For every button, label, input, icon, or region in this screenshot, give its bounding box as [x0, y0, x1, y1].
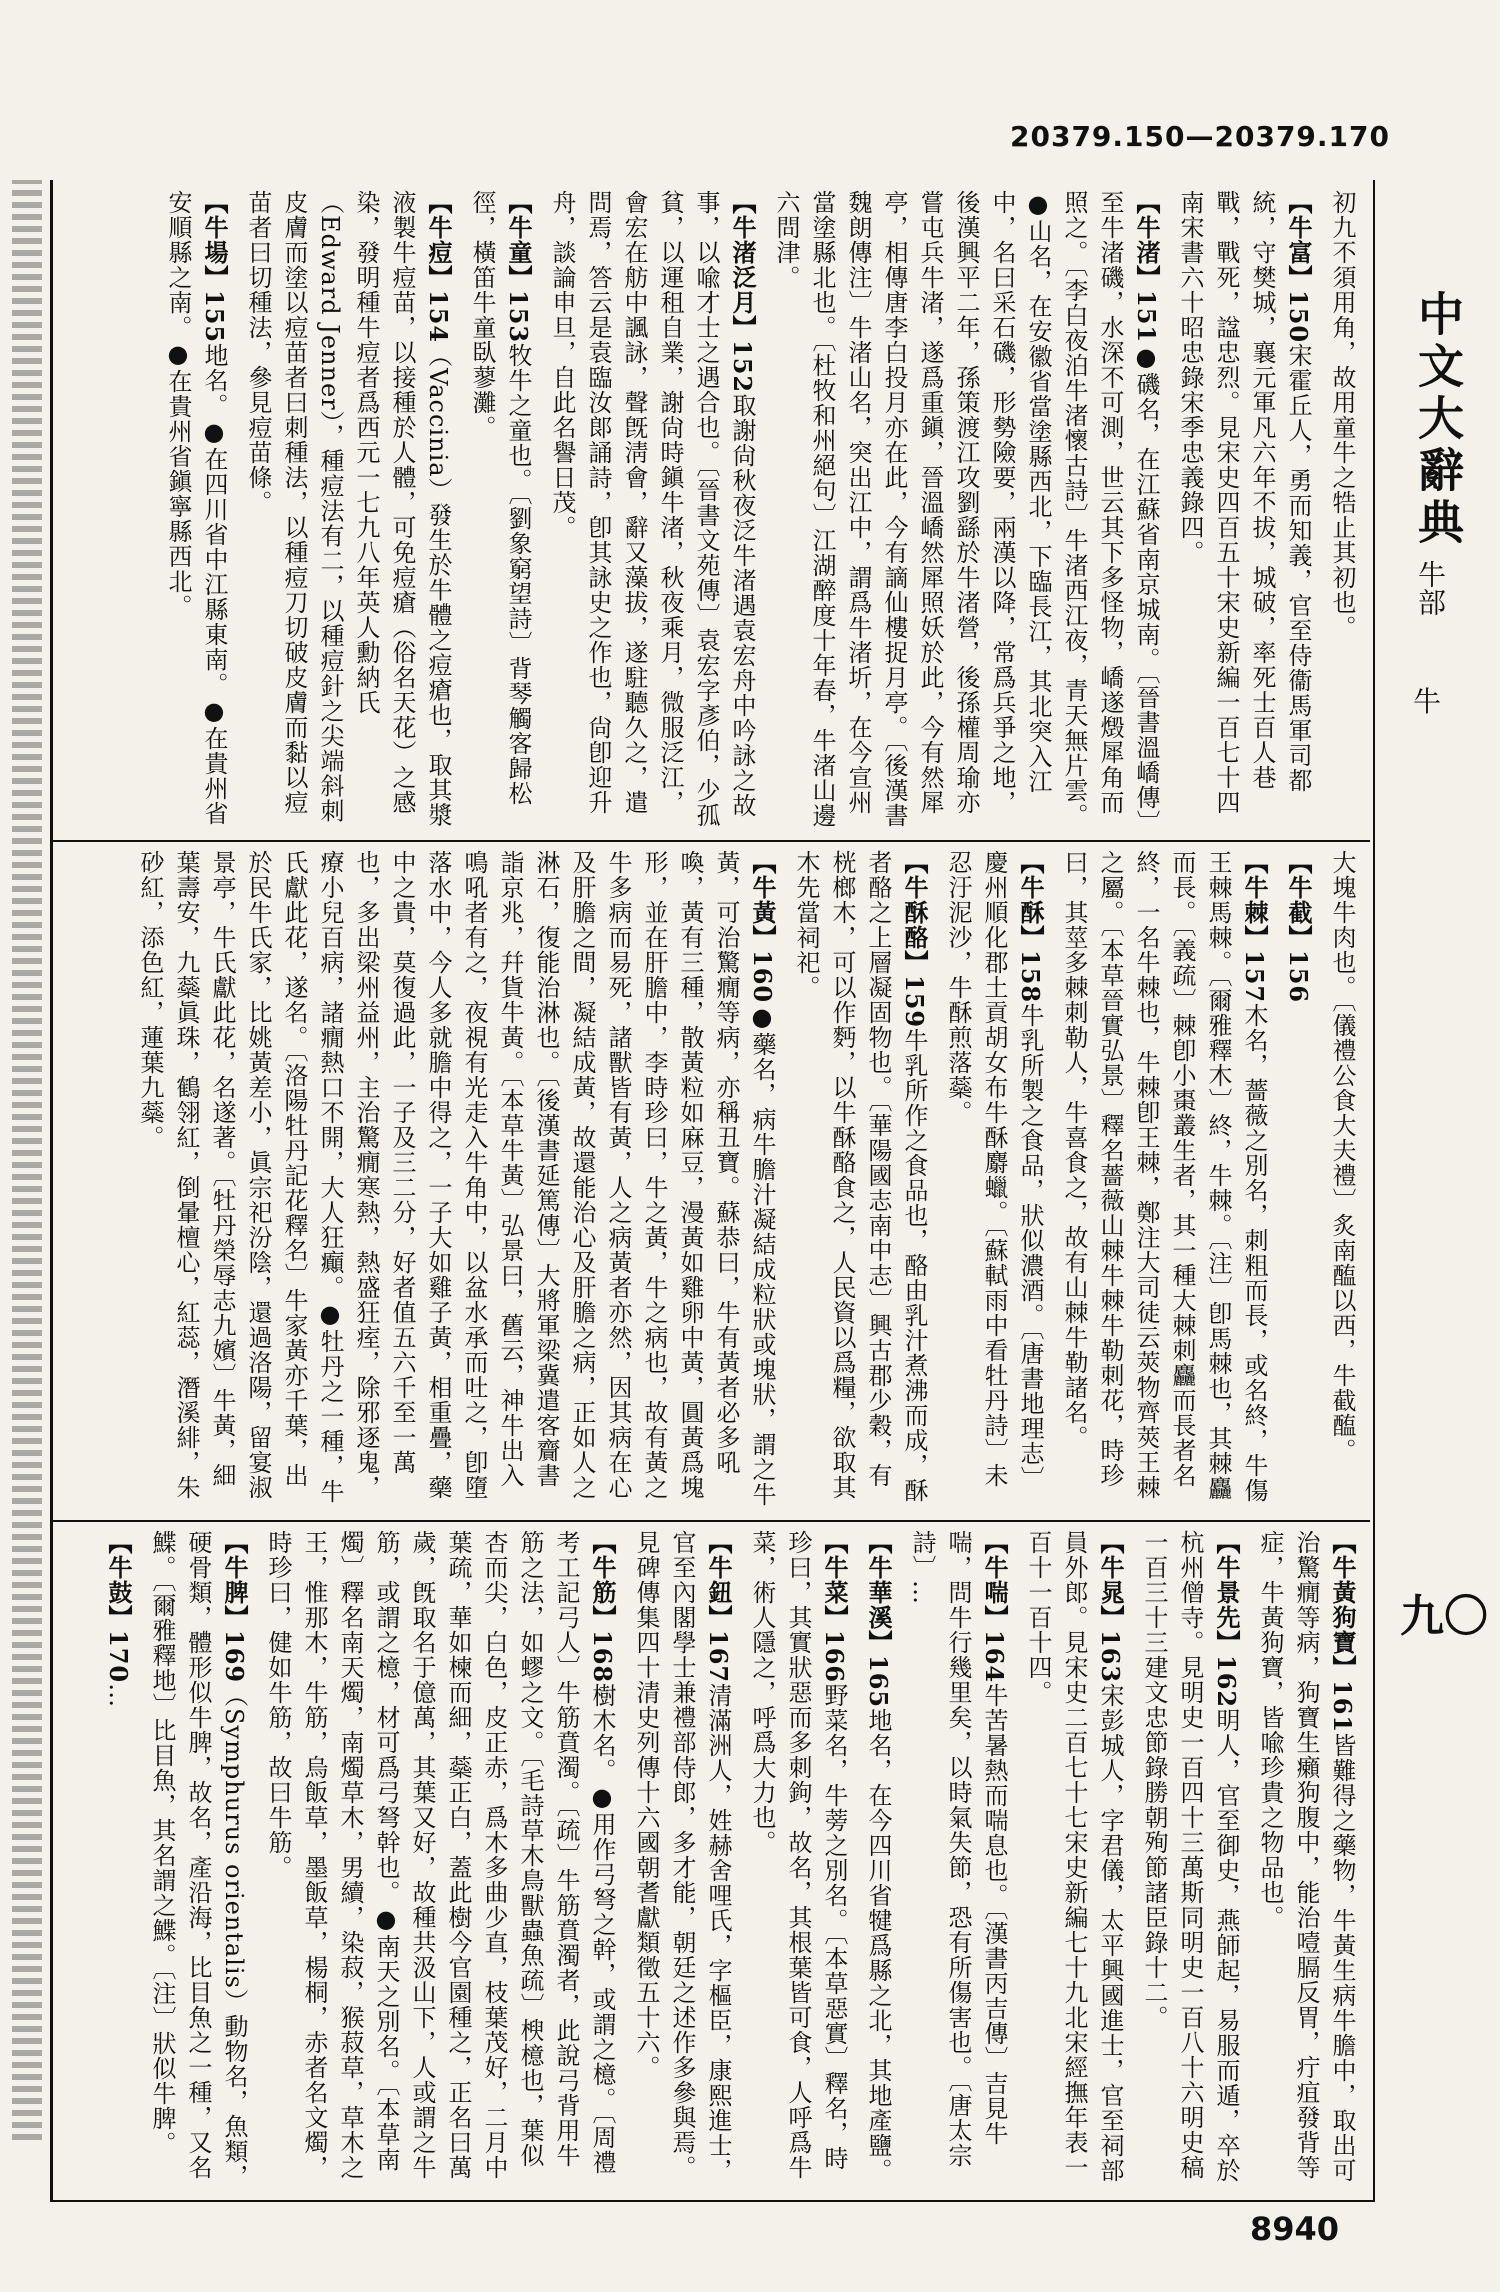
- dictionary-entry: [768, 190, 1164, 830]
- entry-number: 153: [504, 290, 533, 344]
- entry-number: 154: [424, 290, 453, 344]
- dictionary-entry: [1172, 190, 1316, 830]
- entry-definition: 初九不須用角，故用童牛之牿止其初也。: [1328, 190, 1356, 640]
- entry-headword: 【牛華溪】: [864, 1530, 893, 1655]
- entry-headword: 【牛筋】: [588, 1530, 617, 1630]
- dictionary-entry: [1136, 1530, 1244, 2190]
- entry-definition: ●藥名，病牛膽汁凝結成粒狀或塊狀，謂之牛黃，可治驚癇等病，亦稱丑寶。蘇恭曰，牛有黃者必多吼喚，黃有三種，散黃粒如麻豆，漫黃如雞卵中黃，圓黃爲塊形，並在肝膽中，李時珍曰，牛之黃，牛之病也，故有黃之牛多病而易死，諸獸皆有黃，人之病黃者亦然，因其病在心及肝膽之間，凝結成黃，故還能治心及肝膽之病，正如人之淋石，復能治淋也。〔後漢書延篤傳〕大將軍梁冀遣客齎書詣京兆，幷貨牛黃。〔本草牛黃〕弘景曰，舊云，神牛出入鳴吼者有之，夜視有光走入牛角中，以盆水承而吐之，卽墮落水中，今人多就膽中得之，一子大如雞子黃，相重疊，藥中之貴，莫復過此，一子及三二分，好者值五六千至一萬也，多出梁州益州，主治驚癇寒熱，熱盛狂痓，除邪逐鬼，療小兒百病，諸癇熱口不開，大人狂癲。●牡丹之一種，牛氏獻此花，遂名。〔洛陽牡丹記花釋名〕牛家黃亦千葉，出於民牛氏家，比姚黃差小，眞宗祀汾陰，還過洛陽，留宴淑景亭，牛氏獻此花，名遂著。〔牡丹榮辱志九嬪〕牛黃，細葉壽安，九蘂眞珠，鶴翎紅，倒暈檀心，紅蕊，潛溪緋，朱砂紅，添色紅，蓮葉九蘂。: [136, 850, 776, 1508]
- entry-number: 150: [1284, 290, 1313, 344]
- entry-headword: 【牛脾】: [220, 1530, 249, 1630]
- text-band-top: [60, 190, 1360, 830]
- folio-number: 8940: [1250, 2210, 1340, 2248]
- entry-definition: 大塊牛肉也。〔儀禮公食大夫禮〕炙南醢以西，牛截醢。: [1328, 850, 1356, 1463]
- dictionary-entry: [904, 1530, 1012, 2190]
- entry-definition: 清滿洲人，姓赫舍哩氏，字樞臣，康熙進士，官至內閣學士兼禮部侍郎，多才能，朝廷之述作多參與焉。見碑傳集四十清史列傳十六國朝耆獻類徵五十六。: [632, 1530, 732, 2184]
- entry-headword: 【牛富】: [1284, 190, 1313, 290]
- dictionary-entry: [788, 850, 932, 1510]
- entry-definition: 樹木名。●用作弓弩之幹，或謂之檍。〔周禮考工記弓人〕牛筋賁濁。〔疏〕牛筋賁濁者，此說弓背用牛筋之法，如蟉之文。〔毛詩草木鳥獸蟲魚疏〕楰檍也，葉似杏而尖，白色，皮正赤，爲木多曲少直，枝葉茂好，二月中葉疏，華如楝而細，蘂正白，蓋此樹今官園種之，正名曰萬歲，旣取名于億萬，其葉又好，故種共汲山下，人或謂之牛筋，或謂之檍，材可爲弓弩幹也。●南天之別名。〔本草南燭〕釋名南天燭，南燭草木，男續，染菽，猴菽草，草木之王，惟那木，牛筋，烏飯草，墨飯草，楊桐，赤者名文燭，時珍曰，健如牛筋，故曰牛筋。: [264, 1530, 616, 2180]
- entry-headword: 【牛晁】: [1096, 1530, 1125, 1630]
- entry-headword: 【牛渚泛月】: [728, 190, 757, 340]
- entry-definition: 宋霍丘人，勇而知義，官至侍衞馬軍司都統，守樊城，襄元軍凡六年不拔，城破，率死士百人巷戰，戰死，諡忠烈。見宋史四百五十宋史新編一百七十四南宋書六十昭忠錄宋季忠義錄四。: [1176, 190, 1312, 815]
- entry-number: 159: [900, 975, 929, 1029]
- entry-definition: 明人，官至御史，燕師起，易服而遁，卒於杭州僧寺。見明史一百四十三萬斯同明史一百八十六明史稿一百三十三建文忠節錄勝朝殉節諸臣錄十二。: [1140, 1530, 1240, 2184]
- dictionary-entry: [744, 1530, 852, 2190]
- band-divider: [50, 1520, 1370, 1522]
- entry-definition: 地名，在今四川省犍爲縣之北，其地產鹽。: [864, 1708, 892, 2184]
- entry-number: 165: [864, 1655, 893, 1709]
- dictionary-entry: [240, 190, 456, 830]
- entry-definition: 牧牛之童也。〔劉象窮望詩〕背琴觸客歸松徑，橫笛牛童臥蓼灘。: [468, 190, 532, 807]
- entry-number: 170: [104, 1630, 133, 1684]
- entry-headword: 【牛鈕】: [704, 1530, 733, 1630]
- entry-number: 160: [748, 950, 777, 1004]
- dictionary-entry: [1324, 190, 1360, 830]
- entry-headword: 【牛菜】: [820, 1530, 849, 1630]
- entry-headword: 【牛痘】: [424, 190, 453, 290]
- entry-definition: 地名。●在四川省中江縣東南。●在貴州省安順縣之南。●在貴州省鎭寧縣西北。: [164, 190, 228, 827]
- entry-definition: 宋彭城人，字君儀，太平興國進士，官至祠部員外郎。見宋史二百七十七宋史新編七十九北宋經撫年表一百十一百十四。: [1024, 1530, 1124, 2184]
- dictionary-entry: [860, 1530, 896, 2190]
- dictionary-entry: [1020, 1530, 1128, 2190]
- text-band-middle: [60, 850, 1360, 1510]
- entry-headword: 【牛景先】: [1212, 1530, 1241, 1655]
- page-left-edge: [12, 180, 42, 2140]
- entry-headword: 【牛棘】: [1240, 850, 1269, 950]
- entry-headword: 【牛渚】: [1132, 190, 1161, 290]
- entry-headword: 【牛鼓】: [104, 1530, 133, 1630]
- dictionary-entry: [1252, 1530, 1360, 2190]
- page-number: 九〇: [1400, 1591, 1488, 1642]
- dictionary-entry: [940, 850, 1048, 1510]
- text-band-bottom: [60, 1530, 1360, 2190]
- character-label: 牛: [1413, 685, 1442, 718]
- entry-number: 157: [1240, 950, 1269, 1004]
- entry-number: 156: [1284, 950, 1313, 1004]
- entry-number: 155: [200, 290, 229, 344]
- dictionary-entry: [544, 190, 760, 830]
- entry-definition: ●磯名，在江蘇省南京城南。〔晉書溫嶠傳〕至牛渚磯，水深不可測，世云其下多怪物，嶠遂燬犀角而照之。〔李白夜泊牛渚懷古詩〕牛渚西江夜，青天無片雲。●山名，在安徽省當塗縣西北，下臨長江，其北突入江中，名曰采石磯，形勢險要，兩漢以降，常爲兵爭之地，後漢興平二年，孫策渡江攻劉繇於牛渚營，後孫權周瑜亦嘗屯兵牛渚，遂爲重鎭，晉溫嶠然犀照妖於此，今有然犀亭，相傳唐李白投月亦在此，今有謫仙樓捉月亭。〔後漢書魏朗傳注〕牛渚山名，突出江中，謂爲牛渚圻，在今宣州當塗縣北也。〔杜牧和州絕句〕江湖醉度十年春，牛渚山邊六問津。: [772, 190, 1160, 828]
- dictionary-entry: [100, 1530, 136, 2190]
- radical-label: 牛部: [1414, 560, 1447, 616]
- entry-number: 152: [728, 340, 757, 394]
- dictionary-entry: [464, 190, 536, 830]
- entry-definition: 木名，薔薇之別名，刺粗而長，或名終，牛傷王棘馬棘。〔爾雅釋木〕終，牛棘。〔注〕卽馬棘也，其棘麤而長。〔義疏〕棘卽小棗叢生者，其一種大棘刺麤而長者名終，一名牛棘也，牛棘卽王棘，鄭注大司徒云莢物齊莢王棘之屬。〔本草晉實弘景〕釋名薔薇山棘牛棘牛勒刺花，時珍曰，其莖多棘刺勒人，牛喜食之，故有山棘牛勒諸名。: [1060, 850, 1268, 1504]
- entry-number: 163: [1096, 1630, 1125, 1684]
- dictionary-title: 中文大辭典: [1411, 290, 1465, 550]
- entry-number: 162: [1212, 1655, 1241, 1709]
- entry-headword: 【牛截】: [1284, 850, 1313, 950]
- entry-headword: 【牛酥酪】: [900, 850, 929, 975]
- entry-headword: 【牛喘】: [980, 1530, 1009, 1630]
- entry-number: 169: [220, 1630, 249, 1684]
- entry-definition: …: [104, 1683, 132, 1709]
- dictionary-entry: [1324, 850, 1360, 1510]
- dictionary-entry: [160, 190, 232, 830]
- dictionary-entry: [1056, 850, 1272, 1510]
- entry-headword: 【牛黃】: [748, 850, 777, 950]
- entry-number: 158: [1016, 950, 1045, 1004]
- entry-number: 164: [980, 1630, 1009, 1684]
- entry-definition: 牛乳所製之食品，狀似濃酒。〔唐書地理志〕慶州順化郡土貢胡女布牛酥麝蠟。〔蘇軾雨中看牡丹詩〕未忍汙泥沙，牛酥煎落蘂。: [944, 850, 1044, 1492]
- dictionary-entry: [132, 850, 780, 1510]
- entry-headword: 【牛場】: [200, 190, 229, 290]
- entry-number: 161: [1328, 1680, 1357, 1734]
- dictionary-entry: [260, 1530, 620, 2190]
- entry-definition: （Symphurus orientalis）動物名，魚類，硬骨類，體形似牛脾，故名，產沿海，比目魚之一種，又名鰈。〔爾雅釋地〕比目魚，其名謂之鰈。〔注〕狀似牛脾。: [148, 1530, 248, 2189]
- entry-headword: 【牛黃狗寶】: [1328, 1530, 1357, 1680]
- entry-headword: 【牛童】: [504, 190, 533, 290]
- entry-definition: 牛乳所作之食品也，酪由乳汁煮沸而成，酥者酪之上層凝固物也。〔華陽國志南中志〕興古郡少穀，有桄榔木，可以作麪，以牛酥酪食之，人民資以爲糧，欲取其木先當祠祀。: [792, 850, 928, 1504]
- dictionary-entry: [628, 1530, 736, 2190]
- band-divider: [50, 840, 1370, 842]
- entry-definition: （Vaccinia）發生於牛體之痘瘡也，取其漿液製牛痘苗，以接種於人體，可免痘瘡（俗名天花）之感染，發明種牛痘者爲西元一七九八年英人勳納氏（Edward Jenner），種痘法有二，以種痘針之尖端斜刺皮膚而塗以痘苗者曰刺種法，以種痘刀切破皮膚而黏以痘苗者曰切種法，參見痘苗條。: [244, 190, 452, 828]
- entry-range-header: 20379.150—20379.170: [1010, 120, 1390, 153]
- entry-definition: 取謝尙秋夜泛牛渚遇袁宏舟中吟詠之故事，以喩才士之遇合也。〔晉書文苑傳〕袁宏字彥伯，少孤貧，以運租自業，謝尙時鎭牛渚，秋夜乘月，微服泛江，會宏在舫中諷詠，聲旣淸會，辭又藻拔，遂駐聽久之，遣問焉，答云是袁臨汝郞誦詩，卽其詠史之作也，尙卽迎升舟，談論申旦，自此名譽日茂。: [548, 190, 756, 828]
- entry-definition: 皆難得之藥物，牛黃生病牛膽中，取出可治驚癇等病，狗寶生癩狗腹中，能治噎膈反胃，疔疽發背等症，牛黃狗寶，皆喩珍貴之物品也。: [1256, 1530, 1356, 2184]
- entry-number: 166: [820, 1630, 849, 1684]
- entry-number: 151: [1132, 290, 1161, 344]
- entry-number: 167: [704, 1630, 733, 1684]
- entry-number: 168: [588, 1630, 617, 1684]
- dictionary-entry: [1280, 850, 1316, 1510]
- entry-definition: 牛苦暑熱而喘息也。〔漢書丙吉傳〕吉見牛喘，問牛行幾里矣，以時氣失節，恐有所傷害也。〔唐太宗詩〕…: [908, 1530, 1008, 2168]
- dictionary-entry: [144, 1530, 252, 2190]
- entry-headword: 【牛酥】: [1016, 850, 1045, 950]
- entry-definition: 野菜名，牛蒡之別名。〔本草惡實〕釋名，時珍曰，其實狀惡而多刺鉤，故名，其根葉皆可食，人呼爲牛菜，術人隱之，呼爲大力也。: [748, 1530, 848, 2180]
